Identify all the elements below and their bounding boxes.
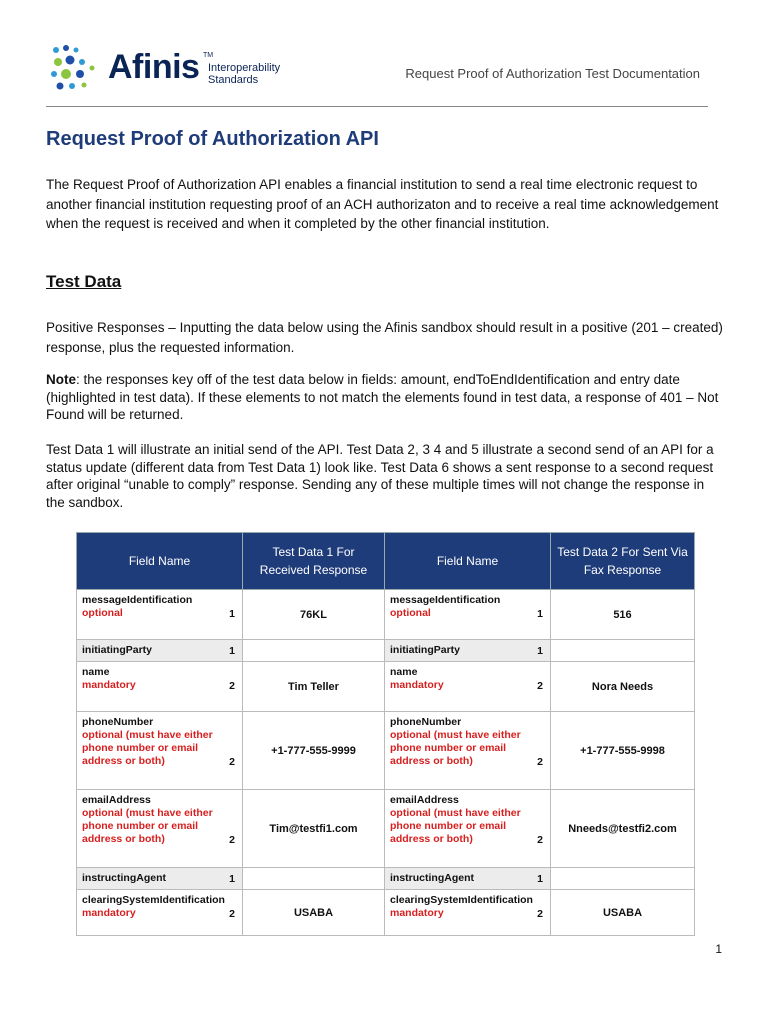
field-cell-right — [385, 712, 551, 790]
field-level: 2 — [229, 756, 235, 768]
value-cell-test-data-2: Nneeds@testfi2.com — [551, 790, 695, 868]
value-cell-test-data-1 — [243, 640, 385, 662]
field-cell-right — [385, 890, 551, 936]
note-label: Note — [46, 372, 76, 387]
field-level: 2 — [537, 908, 543, 920]
field-name: instructingAgent — [82, 872, 166, 884]
field-level: 2 — [537, 834, 543, 846]
dots-logo-icon — [50, 44, 102, 96]
field-cell-left — [77, 640, 243, 662]
logo-sub-line2: Standards — [208, 74, 259, 86]
field-name: phoneNumber — [82, 716, 154, 728]
field-level: 2 — [537, 680, 543, 692]
field-cell-left — [77, 662, 243, 712]
test-data-table — [76, 532, 695, 936]
field-name: clearingSystemIdentification — [82, 894, 225, 906]
positive-responses-paragraph: Positive Responses – Inputting the data below using the Afinis sandbox should result in a positive (201 – created) response, plus the requested information. — [46, 320, 723, 355]
field-requirement: optional — [390, 607, 431, 619]
field-requirement: optional (must have either phone number or email address or both) — [82, 729, 213, 767]
field-wrap — [82, 894, 237, 920]
field-cell-right — [385, 590, 551, 640]
table-row — [77, 790, 695, 868]
field-level: 2 — [229, 680, 235, 692]
field-requirement: optional (must have either phone number or email address or both) — [82, 807, 213, 845]
value-cell-test-data-1 — [243, 868, 385, 890]
table-row — [77, 662, 695, 712]
value-cell-test-data-1: Tim@testfi1.com — [243, 790, 385, 868]
field-wrap — [82, 594, 237, 620]
field-level: 2 — [537, 756, 543, 768]
value-cell-test-data-1: USABA — [243, 890, 385, 936]
field-level: 1 — [537, 873, 543, 885]
field-cell-left — [77, 712, 243, 790]
field-name: name — [390, 666, 418, 678]
field-cell-right — [385, 640, 551, 662]
table-row — [77, 868, 695, 890]
field-name: phoneNumber — [390, 716, 462, 728]
header-field-name-1: Field Name — [77, 533, 243, 590]
field-cell-left — [77, 868, 243, 890]
logo-tm: TM — [203, 52, 214, 59]
header-test-data-1: Test Data 1 For Received Response — [243, 533, 385, 590]
field-requirement: mandatory — [390, 679, 444, 691]
field-level: 1 — [537, 645, 543, 657]
section-title: Test Data — [46, 272, 122, 291]
note-text: : the responses key off of the test data below in fields: amount, endToEndIdentification and entry date (highlighted in test data). If these elements to not match the elements found in test data, a response of 401 – Not Found will be returned. — [46, 372, 719, 422]
header-test-data-2: Test Data 2 For Sent Via Fax Response — [551, 533, 695, 590]
value-cell-test-data-2: +1-777-555-9998 — [551, 712, 695, 790]
field-cell-left — [77, 890, 243, 936]
field-name: messageIdentification — [390, 594, 501, 606]
field-requirement: mandatory — [82, 907, 136, 919]
field-level: 1 — [229, 608, 235, 620]
field-level: 2 — [229, 834, 235, 846]
field-wrap — [390, 794, 545, 846]
field-wrap — [390, 644, 545, 657]
intro-paragraph: The Request Proof of Authorization API enables a financial institution to send a real time electronic request to another financial institution requesting proof of an ACH authorizaton and to receive a real time acknowledgement when the request is received and when it completed by the other financial institution. — [46, 177, 719, 231]
test-data-description: Test Data 1 will illustrate an initial send of the API. Test Data 2, 3 4 and 5 illustrate a second send of an API for a status update (different data from Test Data 1) look like. Test Data 6 shows a sent response to a second request after original “unable to comply” response. Sending any of these multiple times will not change the response in the sandbox. — [46, 442, 714, 510]
table-row — [77, 590, 695, 640]
value-cell-test-data-2: 516 — [551, 590, 695, 640]
field-wrap — [390, 666, 545, 692]
field-wrap — [390, 716, 545, 768]
field-name: name — [82, 666, 110, 678]
value-cell-test-data-2 — [551, 640, 695, 662]
value-cell-test-data-2 — [551, 868, 695, 890]
field-name: messageIdentification — [82, 594, 193, 606]
field-name: emailAddress — [82, 794, 151, 806]
page-number: 1 — [715, 942, 722, 956]
field-cell-right — [385, 662, 551, 712]
logo-sub-line1: Interoperability — [208, 62, 281, 74]
field-name: clearingSystemIdentification — [390, 894, 533, 906]
table-header-row — [77, 533, 695, 590]
field-wrap — [390, 872, 545, 885]
field-requirement: optional — [82, 607, 123, 619]
field-requirement: optional (must have either phone number or email address or both) — [390, 729, 521, 767]
table-row — [77, 640, 695, 662]
field-cell-right — [385, 868, 551, 890]
value-cell-test-data-1: 76KL — [243, 590, 385, 640]
field-level: 2 — [229, 908, 235, 920]
field-wrap — [82, 666, 237, 692]
field-cell-left — [77, 790, 243, 868]
field-name: instructingAgent — [390, 872, 474, 884]
field-level: 1 — [229, 645, 235, 657]
field-requirement: optional (must have either phone number or email address or both) — [390, 807, 521, 845]
logo-subtitle — [208, 62, 280, 86]
field-name: emailAddress — [390, 794, 459, 806]
field-name: initiatingParty — [390, 644, 461, 656]
field-wrap — [82, 794, 237, 846]
field-cell-right — [385, 790, 551, 868]
note-paragraph — [46, 371, 726, 424]
value-cell-test-data-2: Nora Needs — [551, 662, 695, 712]
field-wrap — [82, 872, 237, 885]
field-wrap — [82, 716, 237, 768]
document-header-title: Request Proof of Authorization Test Documentation — [405, 66, 700, 81]
logo-wordmark: Afinis — [108, 48, 200, 86]
field-requirement: mandatory — [82, 679, 136, 691]
value-cell-test-data-1: +1-777-555-9999 — [243, 712, 385, 790]
field-cell-left — [77, 590, 243, 640]
field-name: initiatingParty — [82, 644, 153, 656]
field-level: 1 — [229, 873, 235, 885]
field-wrap — [82, 644, 237, 657]
field-requirement: mandatory — [390, 907, 444, 919]
table-row — [77, 712, 695, 790]
page-title: Request Proof of Authorization API — [46, 128, 379, 150]
field-level: 1 — [537, 608, 543, 620]
field-wrap — [390, 894, 545, 920]
afinis-logo — [50, 44, 300, 96]
field-wrap — [390, 594, 545, 620]
header-divider — [46, 106, 708, 107]
header-field-name-2: Field Name — [385, 533, 551, 590]
value-cell-test-data-2: USABA — [551, 890, 695, 936]
table-row — [77, 890, 695, 936]
value-cell-test-data-1: Tim Teller — [243, 662, 385, 712]
